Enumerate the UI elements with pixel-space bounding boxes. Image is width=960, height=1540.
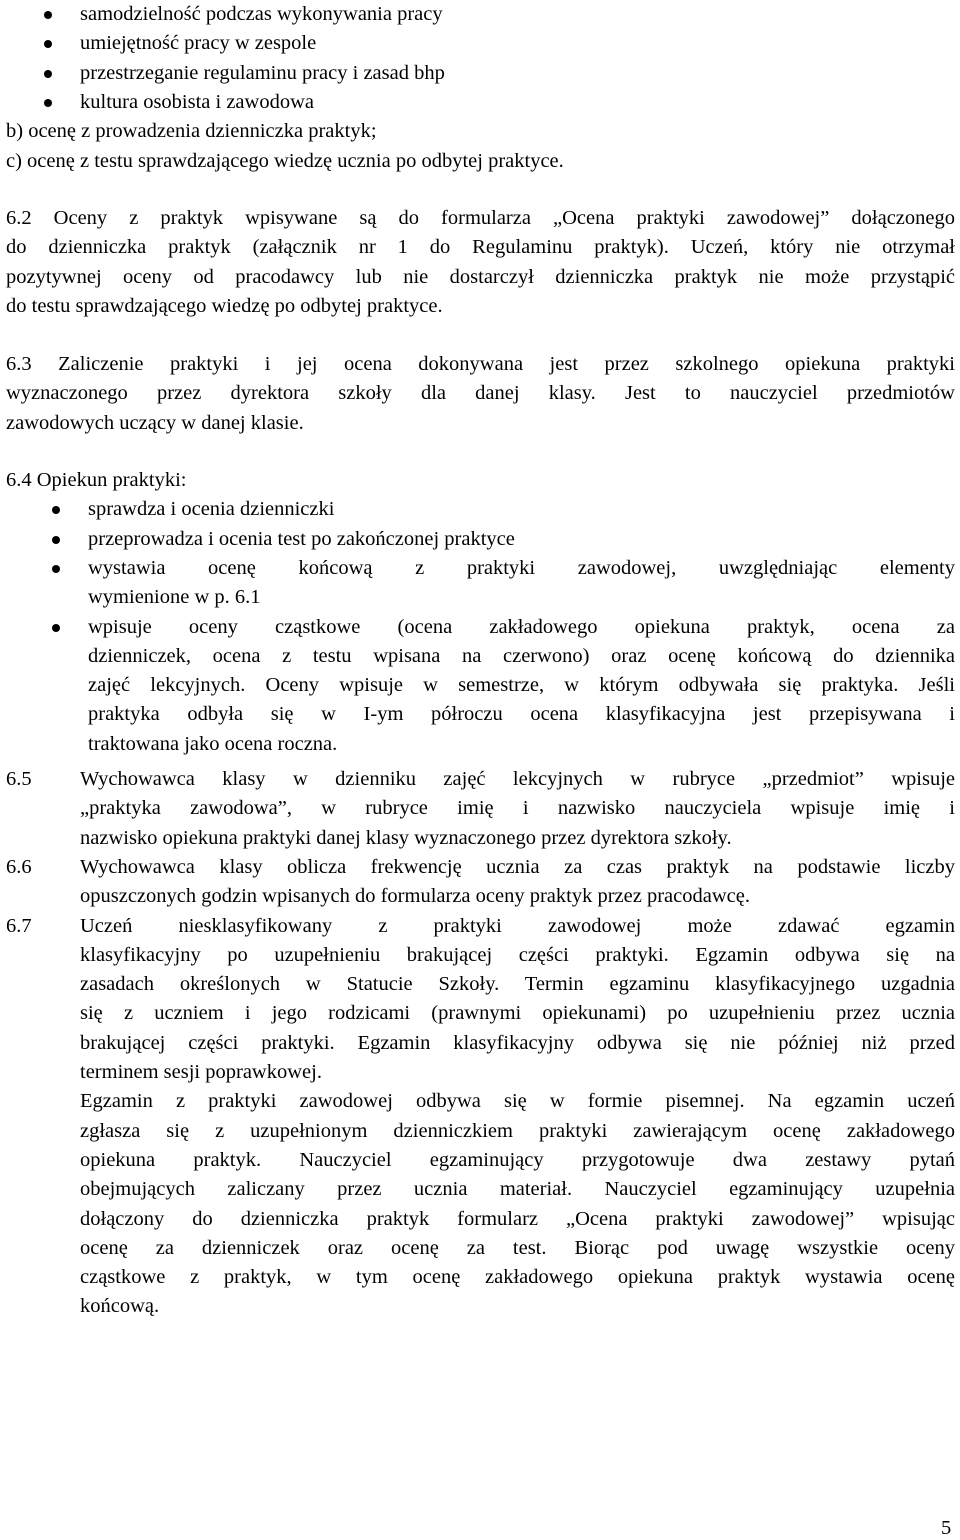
paragraph-line: dołączony do dzienniczka praktyk formularz „Ocena praktyki zawodowej” wpisując <box>80 1207 955 1230</box>
list-item: przestrzeganie regulaminu pracy i zasad bhp <box>80 61 445 84</box>
paragraph-line: Wychowawca klasy oblicza frekwencję ucznia za czas praktyk na podstawie liczby <box>80 855 955 878</box>
bullet-text-line: wpisuje oceny cząstkowe (ocena zakładowego opiekuna praktyk, ocena za <box>88 615 955 638</box>
list-item: samodzielność podczas wykonywania pracy <box>80 3 443 25</box>
bullet-icon <box>44 70 52 78</box>
bullet-icon <box>52 506 60 514</box>
bullet-icon <box>52 536 60 544</box>
paragraph-line: się z uczniem i jego rodzicami (prawnymi opiekunami) po uzupełnieniu przez ucznia <box>80 1002 955 1025</box>
paragraph-line: 6.2 Oceny z praktyk wpisywane są do formularza „Ocena praktyki zawodowej” dołączonego <box>6 207 955 229</box>
paragraph-line: ocenę za dzienniczek oraz ocenę za test. Biorąc pod uwagę wszystkie oceny <box>80 1236 955 1259</box>
paragraph-line: nazwisko opiekuna praktyki danej klasy wyznaczonego przez dyrektora szkoły. <box>80 826 732 849</box>
paragraph-line: Egzamin z praktyki zawodowej odbywa się w formie pisemnej. Na egzamin uczeń <box>80 1090 955 1113</box>
bullet-icon <box>44 40 52 48</box>
paragraph-line: „praktyka zawodowa”, w rubryce imię i nazwisko nauczyciela wpisuje imię i <box>80 797 955 820</box>
paragraph-line: zasadach określonych w Statucie Szkoły. Termin egzaminu klasyfikacyjnego uzgadnia <box>80 973 955 996</box>
bullet-icon <box>52 624 60 632</box>
section-number: 6.5 <box>6 768 32 790</box>
paragraph-line: opiekuna praktyk. Nauczyciel egzaminujący przygotowuje dwa zestawy pytań <box>80 1148 955 1171</box>
paragraph-line: cząstkowe z praktyk, w tym ocenę zakładowego opiekuna praktyk wystawia ocenę <box>80 1266 955 1289</box>
paragraph-line: Uczeń niesklasyfikowany z praktyki zawodowej może zdawać egzamin <box>80 914 955 937</box>
list-item: c) ocenę z testu sprawdzającego wiedzę ucznia po odbytej praktyce. <box>6 149 564 172</box>
section-heading: 6.4 Opiekun praktyki: <box>6 469 187 491</box>
paragraph-line: klasyfikacyjny po uzupełnieniu brakującej części praktyki. Egzamin odbywa się na <box>80 943 955 966</box>
bullet-icon <box>52 565 60 573</box>
list-item: b) ocenę z prowadzenia dzienniczka praktyk; <box>6 120 377 143</box>
bullet-icon <box>44 11 52 19</box>
bullet-text-line: praktyka odbyła się w I-ym półroczu ocena klasyfikacyjna jest przepisywana i <box>88 703 955 726</box>
bullet-text-line: sprawdza i ocenia dzienniczki <box>88 498 335 521</box>
paragraph-line: pozytywnej oceny od pracodawcy lub nie dostarczył dzienniczka praktyk nie może przystąpić <box>6 265 955 288</box>
paragraph-line: końcową. <box>80 1295 160 1318</box>
bullet-text-line: zajęć lekcyjnych. Oceny wpisuje w semestrze, w którym odbywała się praktyka. Jeśli <box>88 674 955 697</box>
paragraph-line: opuszczonych godzin wpisanych do formularza oceny praktyk przez pracodawcę. <box>80 885 750 908</box>
section-number: 6.6 <box>6 855 32 878</box>
paragraph-line: do testu sprawdzającego wiedzę po odbytej praktyce. <box>6 294 443 317</box>
bullet-text-line: traktowana jako ocena roczna. <box>88 732 338 755</box>
paragraph-line: terminem sesji poprawkowej. <box>80 1061 322 1083</box>
bullet-icon <box>44 99 52 107</box>
paragraph-line: 6.3 Zaliczenie praktyki i jej ocena dokonywana jest przez szkolnego opiekuna praktyki <box>6 353 955 375</box>
bullet-text-line: wystawia ocenę końcową z praktyki zawodowej, uwzględniając elementy <box>88 556 955 579</box>
paragraph-line: do dzienniczka praktyk (załącznik nr 1 do Regulaminu praktyk). Uczeń, który nie otrzymał <box>6 236 955 259</box>
paragraph-line: Wychowawca klasy w dzienniku zajęć lekcyjnych w rubryce „przedmiot” wpisuje <box>80 768 955 790</box>
bullet-text-line: wymienione w p. 6.1 <box>88 586 261 609</box>
list-item: kultura osobista i zawodowa <box>80 90 314 113</box>
page-number: 5 <box>941 1517 952 1539</box>
list-item: umiejętność pracy w zespole <box>80 32 317 55</box>
paragraph-line: wyznaczonego przez dyrektora szkoły dla danej klasy. Jest to nauczyciel przedmiotów <box>6 382 955 405</box>
paragraph-line: obejmujących zaliczany przez ucznia materiał. Nauczyciel egzaminujący uzupełnia <box>80 1178 955 1201</box>
bullet-text-line: dzienniczek, ocena z testu wpisana na czerwono) oraz ocenę końcową do dziennika <box>88 644 955 667</box>
paragraph-line: brakującej części praktyki. Egzamin klasyfikacyjny odbywa się nie później niż przed <box>80 1031 955 1054</box>
paragraph-line: zawodowych uczący w danej klasie. <box>6 411 304 434</box>
section-number: 6.7 <box>6 914 32 937</box>
paragraph-line: zgłasza się z uzupełnionym dzienniczkiem praktyki zawierającym ocenę zakładowego <box>80 1119 955 1142</box>
bullet-text-line: przeprowadza i ocenia test po zakończonej praktyce <box>88 527 515 550</box>
